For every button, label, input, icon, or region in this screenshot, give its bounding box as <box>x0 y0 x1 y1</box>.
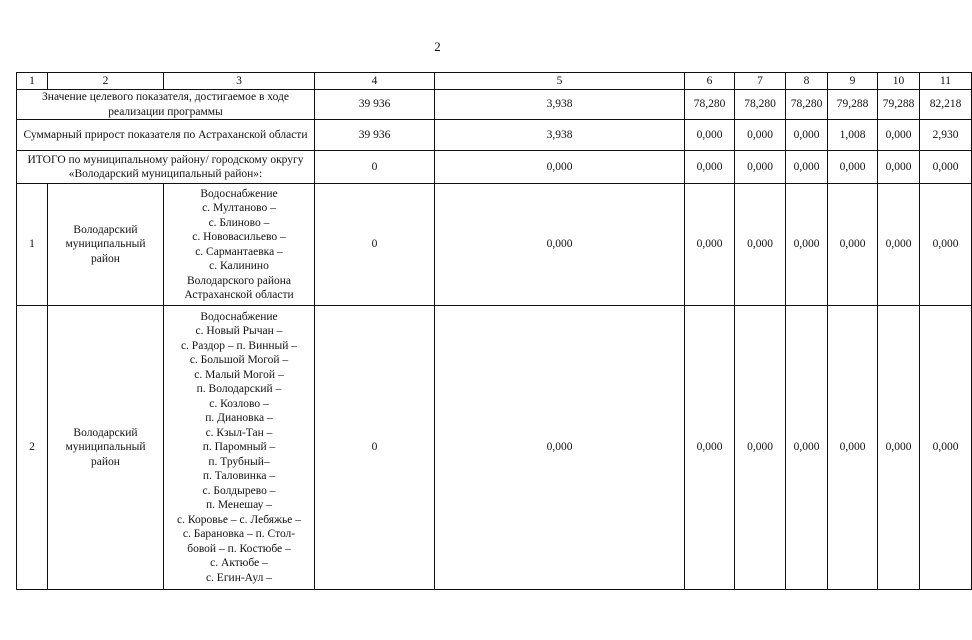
table-cell: 0 <box>315 184 435 306</box>
row-label: Значение целевого показателя, достигаемое в ходе реализации программы <box>17 90 315 120</box>
table-cell: 82,218 <box>920 90 972 120</box>
description-line: Водоснабжение <box>200 187 278 200</box>
table-row <box>17 184 972 306</box>
project-description <box>164 184 315 306</box>
header-cell: 7 <box>735 73 786 90</box>
table-cell: 0,000 <box>735 184 786 306</box>
description-line: с. Новый Рычан – <box>195 325 283 338</box>
header-cell: 9 <box>828 73 878 90</box>
table-cell: 39 936 <box>315 120 435 151</box>
table-cell: 78,280 <box>685 90 735 120</box>
description-line: п. Трубный– <box>208 455 270 468</box>
table-cell: 3,938 <box>435 120 685 151</box>
header-cell: 5 <box>435 73 685 90</box>
description-line: с. Малый Могой – <box>194 368 284 381</box>
district-name: Володарский муниципальный район <box>48 184 164 306</box>
row-label: Суммарный прирост показателя по Астраханской области <box>17 120 315 151</box>
table-cell: 0,000 <box>920 151 972 184</box>
description-line: с. Нововасильево – <box>192 231 286 243</box>
description-line: с. Актюбе – <box>210 557 268 570</box>
table-row <box>17 151 972 184</box>
table-cell: 2,930 <box>920 120 972 151</box>
table-cell: 0 <box>315 151 435 184</box>
table-cell: 78,280 <box>735 90 786 120</box>
table-cell: 0,000 <box>786 151 828 184</box>
table-cell: 0,000 <box>685 184 735 306</box>
header-cell: 8 <box>786 73 828 90</box>
table-cell: 0,000 <box>685 120 735 151</box>
description-line: с. Большой Могой – <box>189 354 289 367</box>
table-cell: 79,288 <box>828 90 878 120</box>
description-line: с. Коровье – с. Лебяжье – <box>177 513 301 526</box>
description-line: с. Калинино <box>209 260 269 272</box>
table-cell: 39 936 <box>315 90 435 120</box>
description-line: п. Паромный – <box>202 441 276 454</box>
table-cell: 0,000 <box>786 184 828 306</box>
district-name: Володарский муниципальный район <box>48 306 164 590</box>
description-line: с. Барановка – п. Стол- <box>182 528 296 541</box>
data-table <box>16 72 972 590</box>
header-cell: 11 <box>920 73 972 90</box>
row-label: ИТОГО по муниципальному району/ городскому округу «Володарский муниципальный район»: <box>17 151 315 184</box>
table-cell: 0,000 <box>828 184 878 306</box>
table-cell: 0 <box>315 306 435 590</box>
header-row <box>17 73 972 90</box>
description-line: бовой – п. Костюбе – <box>187 542 291 555</box>
table-cell: 0,000 <box>435 306 685 590</box>
table-cell: 78,280 <box>786 90 828 120</box>
table-cell: 0,000 <box>735 306 786 590</box>
description-line: Астраханской области <box>184 289 294 301</box>
row-number: 1 <box>17 184 48 306</box>
description-line: п. Менешау – <box>205 499 273 512</box>
header-cell: 2 <box>48 73 164 90</box>
project-description <box>164 306 315 590</box>
table-cell: 3,938 <box>435 90 685 120</box>
table-cell: 0,000 <box>920 306 972 590</box>
description-line: с. Блиново – <box>208 216 270 229</box>
table-cell: 0,000 <box>878 184 920 306</box>
table-row <box>17 120 972 151</box>
table-cell: 0,000 <box>735 151 786 184</box>
description-line: с. Егин-Аул – <box>205 571 273 584</box>
header-cell: 10 <box>878 73 920 90</box>
description-line: с. Козлово – <box>209 397 269 410</box>
table-cell: 1,008 <box>828 120 878 151</box>
description-line: с. Мултаново – <box>202 202 276 214</box>
header-cell: 4 <box>315 73 435 90</box>
description-line: с. Сармантаевка – <box>195 245 283 258</box>
description-line: п. Володарский – <box>196 383 282 396</box>
table-row <box>17 306 972 590</box>
table-cell: 0,000 <box>920 184 972 306</box>
table-cell: 79,288 <box>878 90 920 120</box>
table-cell: 0,000 <box>435 184 685 306</box>
table-cell: 0,000 <box>786 306 828 590</box>
description-line: с. Раздор – п. Винный – <box>180 339 298 352</box>
table-row <box>17 90 972 120</box>
table-cell: 0,000 <box>786 120 828 151</box>
description-line: с. Болдырево – <box>202 484 276 497</box>
description-line: Володарского района <box>186 274 292 287</box>
header-cell: 3 <box>164 73 315 90</box>
page-number: 2 <box>434 39 441 54</box>
table-cell: 0,000 <box>828 151 878 184</box>
table-cell: 0,000 <box>878 151 920 184</box>
description-line: с. Кзыл-Тан – <box>205 426 273 439</box>
table-cell: 0,000 <box>828 306 878 590</box>
table-cell: 0,000 <box>435 151 685 184</box>
description-line: п. Таловинка – <box>202 470 276 483</box>
table-cell: 0,000 <box>878 306 920 590</box>
description-line: Водоснабжение <box>200 310 278 323</box>
header-cell: 6 <box>685 73 735 90</box>
table-cell: 0,000 <box>685 306 735 590</box>
description-line: п. Диановка – <box>205 412 273 425</box>
row-number: 2 <box>17 306 48 590</box>
table-cell: 0,000 <box>685 151 735 184</box>
header-cell: 1 <box>17 73 48 90</box>
table-cell: 0,000 <box>735 120 786 151</box>
table-cell: 0,000 <box>878 120 920 151</box>
